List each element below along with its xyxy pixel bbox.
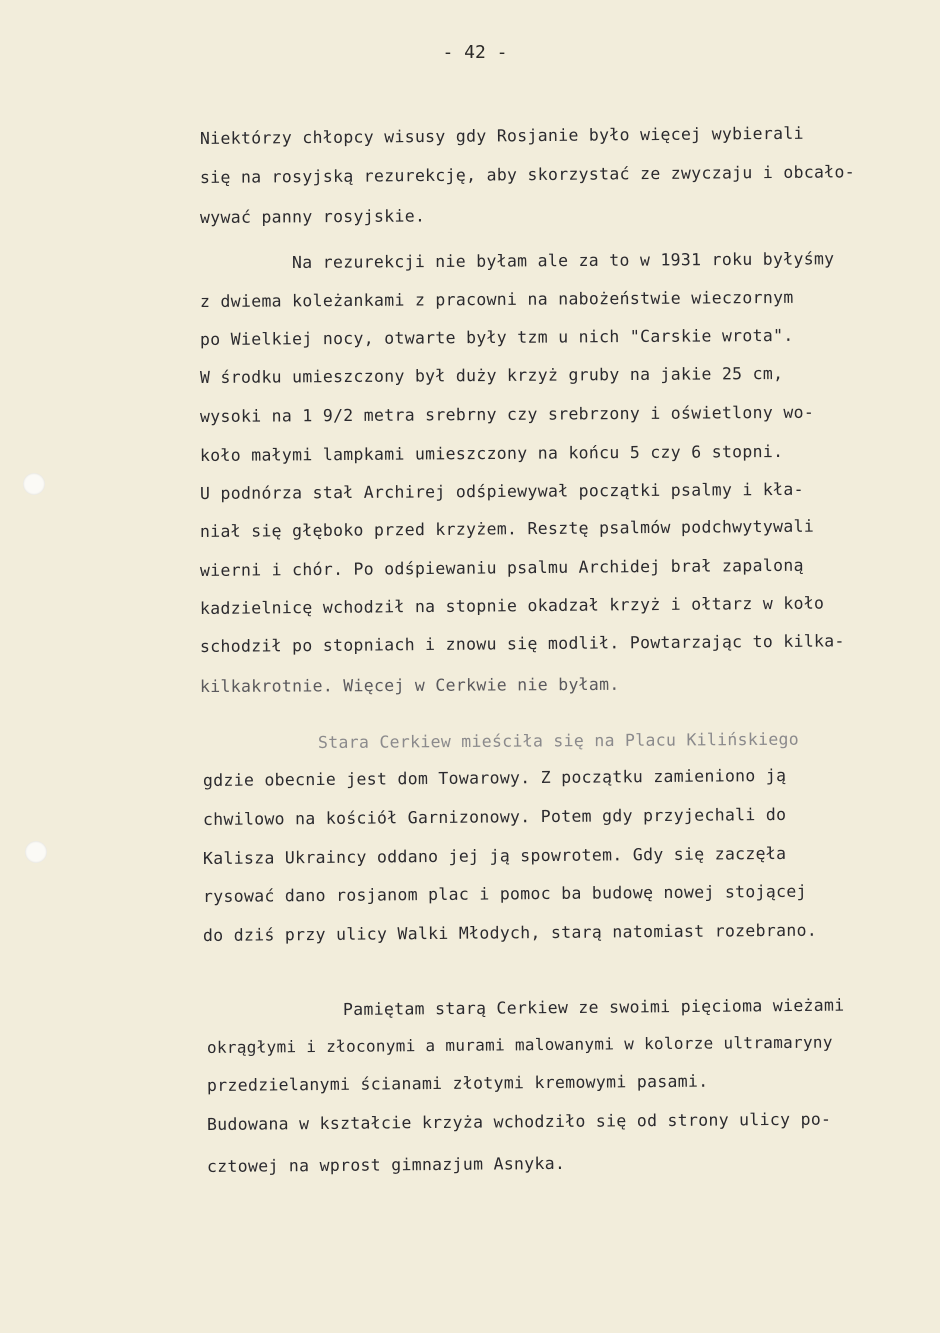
text-line: schodził po stopniach i znowu się modlił. Powtarzając to kilka-: [199, 631, 845, 656]
text-line: W środku umieszczony był duży krzyż gruby na jakie 25 cm,: [199, 363, 784, 387]
page-number: - 42 -: [442, 42, 508, 63]
text-line: koło małymi lampkami umieszczony na końcu 5 czy 6 stopni.: [199, 441, 784, 465]
punch-hole-top: [23, 473, 45, 495]
text-line: kilkakrotnie. Więcej w Cerkwie nie byłam.: [199, 674, 620, 696]
text-line: przedzielanymi ścianami złotymi kremowymi pasami.: [206, 1071, 709, 1095]
text-line: do dziś przy ulicy Walki Młodych, starą natomiast rozebrano.: [202, 920, 818, 945]
text-line: Kalisza Ukraincy oddano jej ją spowrotem. Gdy się zaczęła: [202, 843, 787, 868]
text-line: się na rosyjską rezurekcję, aby skorzystać ze zwyczaju i obcało-: [199, 162, 856, 187]
text-line: Stara Cerkiew mieściła się na Placu Kilińskiego: [317, 729, 800, 752]
text-line: z dwiema koleżankami z pracowni na nabożeństwie wieczornym: [199, 287, 794, 311]
text-line: wysoki na 1 9/2 metra srebrny czy srebrzony i oświetlony wo-: [199, 402, 815, 426]
text-line: wywać panny rosyjskie.: [199, 206, 426, 227]
text-line: Na rezurekcji nie byłam ale za to w 1931 roku byłyśmy: [291, 249, 835, 272]
punch-hole-bottom: [25, 841, 47, 863]
text-line: niał się głęboko przed krzyżem. Resztę psalmów podchwytywali: [199, 516, 815, 541]
text-line: U podnórza stał Archirej odśpiewywał początki psalmy i kła-: [199, 479, 804, 503]
text-line: okrągłymi i złoconymi a murami malowanymi w kolorze ultramaryny: [206, 1032, 833, 1057]
text-line: gdzie obecnie jest dom Towarowy. Z początku zamieniono ją: [202, 765, 787, 790]
text-line: Niektórzy chłopcy wisusy gdy Rosjanie było więcej wybierali: [199, 123, 804, 148]
text-line: Budowana w kształcie krzyża wchodziło się od strony ulicy po-: [206, 1109, 832, 1134]
text-line: chwilowo na kościół Garnizonowy. Potem gdy przyjechali do: [202, 804, 787, 829]
text-line: wierni i chór. Po odśpiewaniu psalmu Archidej brał zapaloną: [199, 555, 804, 580]
text-line: rysować dano rosjanom plac i pomoc ba budowę nowej stojącej: [202, 881, 807, 906]
text-line: Pamiętam starą Cerkiew ze swoimi pięcioma wieżami: [342, 995, 845, 1019]
text-line: cztowej na wprost gimnazjum Asnyka.: [206, 1153, 566, 1176]
text-line: kadzielnicę wchodził na stopnie okadzał krzyż i ołtarz w koło: [199, 593, 825, 618]
text-line: po Wielkiej nocy, otwarte były tzm u nich "Carskie wrota".: [199, 325, 794, 349]
